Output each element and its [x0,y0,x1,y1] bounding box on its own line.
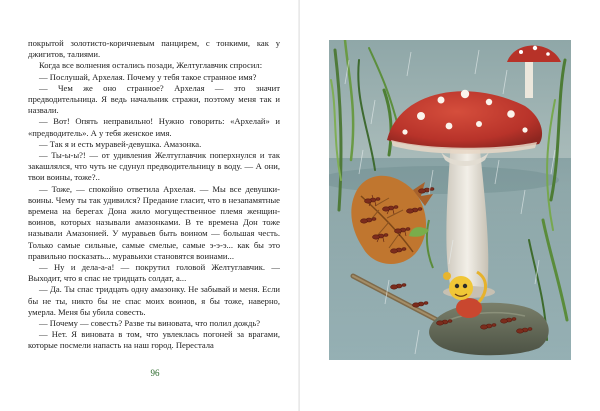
illustration-art [329,40,571,360]
paragraph: — Ну и дела-а-а! — покрутил головой Желтуглавчик. — Выходит, что я спас не тридцать солдат, а... [28,262,280,284]
paragraph: — Ты-ы-ы?! — от удивления Желтуглавчик поперхнулся и так закашлялся, что чуть не сдунул предводительницу в воду. — А они, твои воины, тоже?.. [28,150,280,183]
page-text [28,38,280,356]
paragraph: — Так я и есть муравей-девушка. Амазонка. [39,138,202,149]
paragraph: — Почему — совесть? Разве ты виновата, что полил дождь? [39,318,261,329]
paragraph: — Послушай, Архелая. Почему у тебя такое странное имя? [39,71,257,82]
paragraph: — Нет. Я виновата в том, что увлеклась погоней за врагами, которые посмели напасть на наш город. Перестала [28,329,280,351]
page-number: 96 [150,368,160,378]
illustration [329,40,571,360]
paragraph: — Вот! Опять неправильно! Нужно говорить: «Архелай» и «предводитель». А у тебя женское имя. [28,116,280,138]
paragraph: покрытой золотисто-коричневым панцирем, с тонкими, как у джигитов, талиями. [28,38,280,60]
paragraph: Когда все волнения остались позади, Желтуглавчик спросил: [39,60,263,71]
paragraph: — Тоже, — спокойно ответила Архелая. — Мы все девушки-воины. Чему ты так удивился? Предание гласит, что в незапамятные времена на берегах Дона жило могущественное племя женщин-воинов, которых называли амазонками. В те времена Дон тоже называли Амазонией. У муравьев быть воином — большая честь. Только самые сильные, самые смелые, самые э-э-э... как бы это правильно посказать... муравьихи становятся воинами... [28,183,280,261]
right-page [300,0,600,411]
paragraph: — Чем же оно странное? Архелая — это значит предводительница. Я ведь начальник стражи, поэтому меня так и назвали. [28,82,280,116]
paragraph: — Да. Ты спас тридцать одну амазонку. Не забывай и меня. Если бы не ты, никто бы не спас моих воинов, я бы тоже, наверно, умерла. Меня бы убила совесть. [28,284,280,317]
